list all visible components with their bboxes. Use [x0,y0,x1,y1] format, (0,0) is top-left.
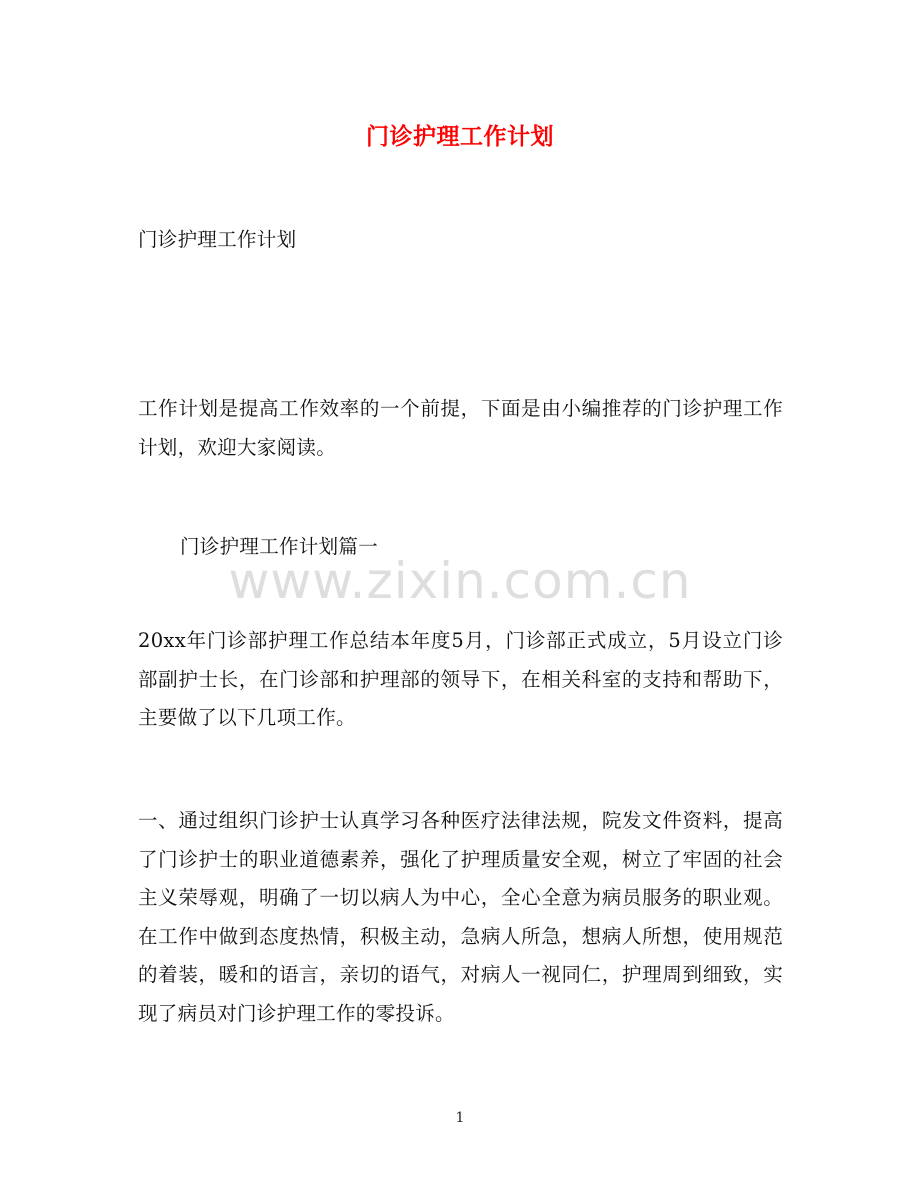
summary-paragraph: 20xx年门诊部护理工作总结本年度5月，门诊部正式成立，5月设立门诊部副护士长，在门诊部和护理部的领导下，在相关科室的支持和帮助下，主要做了以下几项工作。 [138,629,783,729]
intro-paragraph: 工作计划是提高工作效率的一个前提，下面是由小编推荐的门诊护理工作计划，欢迎大家阅读。 [138,397,783,459]
page-number: 1 [455,1110,465,1126]
page-title: 门诊护理工作计划 [366,123,554,150]
section-heading: 门诊护理工作计划篇一 [180,535,379,558]
point-one-paragraph: 一、通过组织门诊护士认真学习各种医疗法律法规，院发文件资料，提高了门诊护士的职业道德素养，强化了护理质量安全观，树立了牢固的社会主义荣辱观，明确了一切以病人为中心，全心全意为病员服务的职业观。在工作中做到态度热情，积极主动，急病人所急，想病人所想，使用规范的着装，暖和的语言，亲切的语气，对病人一视同仁，护理周到细致，实现了病员对门诊护理工作的零投诉。 [138,809,783,1025]
subtitle-paragraph: 门诊护理工作计划 [138,228,297,251]
watermark: www.zixin.com.cn [228,552,692,610]
